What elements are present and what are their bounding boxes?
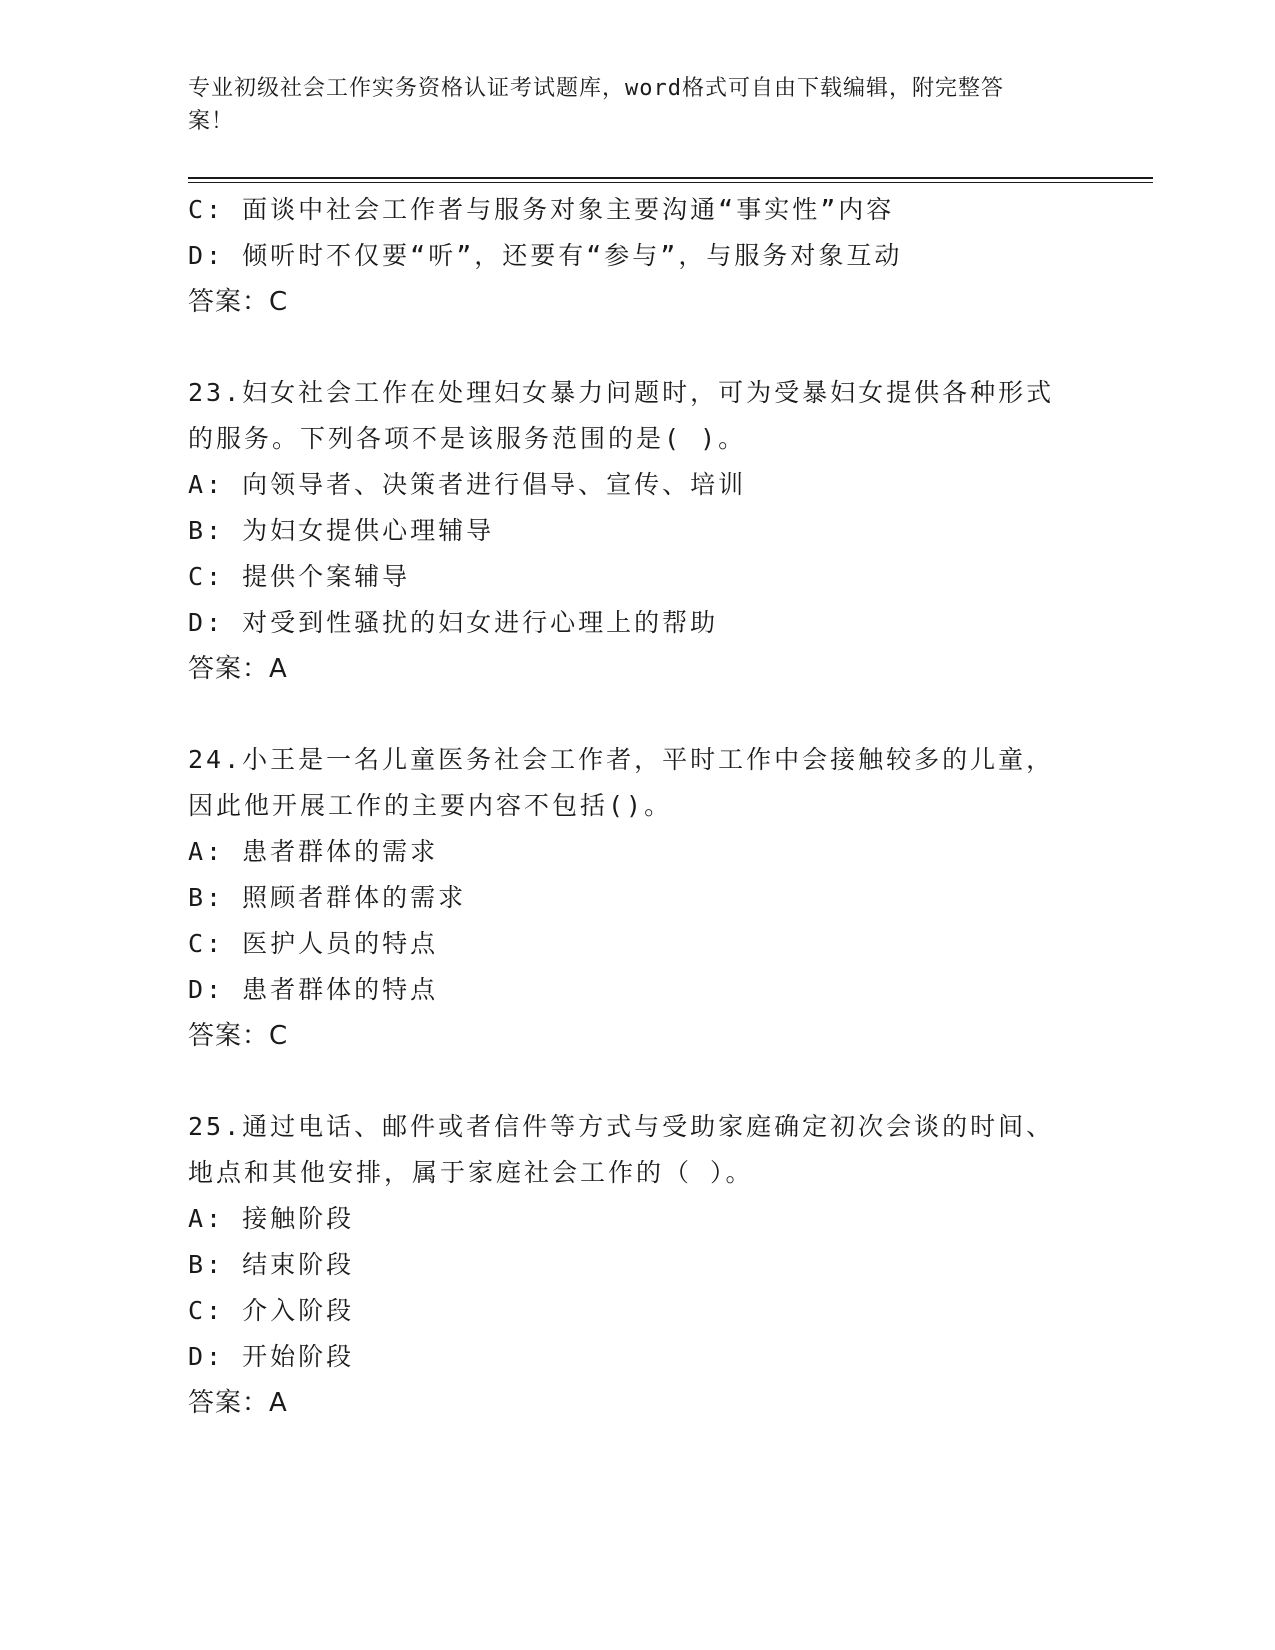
spacer	[188, 692, 1088, 737]
spacer	[188, 1059, 1088, 1104]
option-c: C: 提供个案辅导	[188, 562, 411, 591]
option-b: B: 照顾者群体的需求	[188, 883, 467, 912]
spacer	[188, 325, 1088, 370]
answer: 答案：A	[188, 1388, 288, 1418]
option-a: A: 向领导者、决策者进行倡导、宣传、培训	[188, 470, 747, 499]
question-22	[188, 187, 1088, 325]
question-23	[188, 370, 1088, 692]
option-c: C: 面谈中社会工作者与服务对象主要沟通“事实性”内容	[188, 195, 895, 224]
question-stem: 23.妇女社会工作在处理妇女暴力问题时，可为受暴妇女提供各种形式	[188, 378, 1055, 407]
option-d: D: 对受到性骚扰的妇女进行心理上的帮助	[188, 608, 719, 637]
option-d: D: 倾听时不仅要“听”，还要有“参与”，与服务对象互动	[188, 241, 903, 270]
option-a: A: 接触阶段	[188, 1204, 355, 1233]
option-b: B: 为妇女提供心理辅导	[188, 516, 495, 545]
header-line-1: 专业初级社会工作实务资格认证考试题库，word格式可自由下载编辑，附完整答	[188, 76, 1004, 101]
answer: 答案：A	[188, 654, 288, 684]
question-stem-continued: 的服务。下列各项不是该服务范围的是( )。	[188, 424, 747, 453]
option-c: C: 医护人员的特点	[188, 929, 439, 958]
question-stem-continued: 因此他开展工作的主要内容不包括()。	[188, 791, 673, 820]
question-24	[188, 737, 1088, 1059]
question-stem: 24.小王是一名儿童医务社会工作者，平时工作中会接触较多的儿童，	[188, 745, 1055, 774]
question-stem: 25.通过电话、邮件或者信件等方式与受助家庭确定初次会谈的时间、	[188, 1112, 1055, 1141]
header-divider-thin	[188, 182, 1153, 183]
option-b: B: 结束阶段	[188, 1250, 355, 1279]
answer: 答案：C	[188, 287, 289, 317]
question-25	[188, 1104, 1088, 1426]
header-divider-thick	[188, 177, 1153, 179]
question-stem-continued: 地点和其他安排，属于家庭社会工作的（ ）。	[188, 1158, 754, 1187]
option-c: C: 介入阶段	[188, 1296, 355, 1325]
question-list	[188, 187, 1088, 1426]
page-header	[188, 72, 1068, 138]
option-d: D: 开始阶段	[188, 1342, 355, 1371]
option-a: A: 患者群体的需求	[188, 837, 439, 866]
answer: 答案：C	[188, 1021, 289, 1051]
header-line-2: 案！	[188, 109, 235, 134]
option-d: D: 患者群体的特点	[188, 975, 439, 1004]
